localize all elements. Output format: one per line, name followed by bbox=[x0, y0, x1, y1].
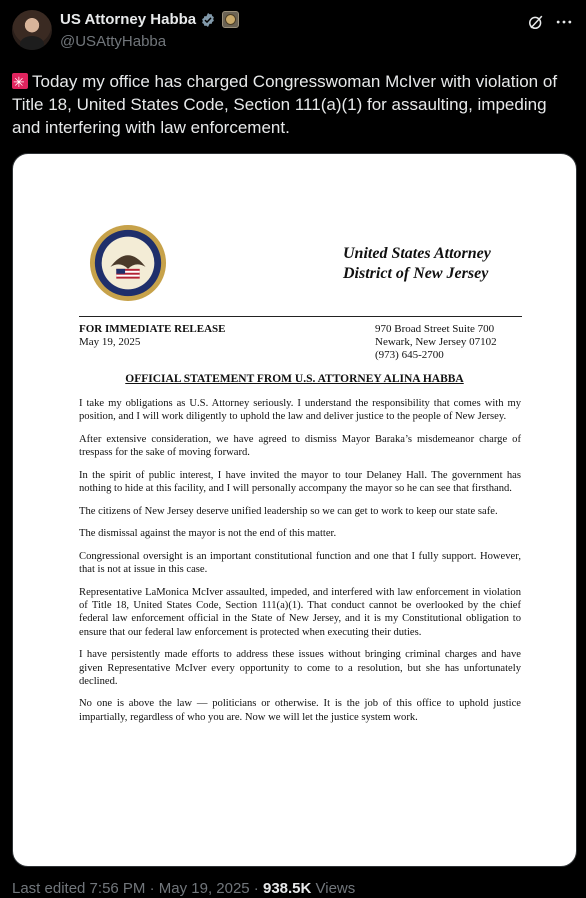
statement-paragraph: In the spirit of public interest, I have invited the mayor to tour Delaney Hall. The government has nothing to hide at this facility, and I will personally accompany the mayor so he can see that firsthand. bbox=[79, 469, 521, 495]
tweet-body: Today my office has charged Congresswoman McIver with violation of Title 18, United States Code, Section 111(a)(1) for assaulting, impeding and interfering with law enforcement. bbox=[12, 72, 558, 137]
statement-paragraph: Representative LaMonica McIver assaulted, impeded, and interfered with law enforcement in violation of Title 18, United States Code, Section 111(a)(1). That conduct cannot be overlooked by the chief federal law enforcement official in the State of New Jersey, and it is my Constitutional obligation to ensure that our federal law enforcement is protected when executing their duties. bbox=[79, 587, 521, 638]
edited-timestamp[interactable]: Last edited 7:56 PM · May 19, 2025 · bbox=[12, 880, 263, 897]
statement-body bbox=[79, 397, 521, 733]
office-address bbox=[375, 323, 497, 362]
release-label: FOR IMMEDIATE RELEASE bbox=[79, 323, 226, 335]
author-handle[interactable]: @USAttyHabba bbox=[60, 33, 167, 50]
press-release-document bbox=[13, 154, 576, 866]
more-options-icon[interactable] bbox=[554, 12, 574, 32]
grok-icon[interactable] bbox=[526, 12, 546, 32]
views-label: Views bbox=[311, 880, 356, 897]
tweet-media-image[interactable] bbox=[12, 153, 577, 867]
statement-heading: OFFICIAL STATEMENT FROM U.S. ATTORNEY ALINA HABBA bbox=[125, 373, 464, 385]
statement-paragraph: Congressional oversight is an important constitutional function and one that I fully support. However, that is not at issue in this case. bbox=[79, 551, 521, 576]
author-name-row bbox=[60, 11, 239, 28]
siren-emoji-icon bbox=[12, 73, 28, 89]
statement-paragraph: I have persistently made efforts to address these issues without bringing criminal charges and have given Representative McIver every opportunity to come to a resolution, but she has unfortunately declined. bbox=[79, 649, 521, 687]
statement-paragraph: The citizens of New Jersey deserve unified leadership so we can get to work to keep our state safe. bbox=[79, 505, 498, 517]
government-affiliate-badge-icon[interactable] bbox=[222, 11, 239, 28]
statement-paragraph: After extensive consideration, we have agreed to dismiss Mayor Baraka’s misdemeanor charge of trespass for the sake of moving forward. bbox=[79, 433, 521, 459]
statement-paragraph: The dismissal against the mayor is not the end of this matter. bbox=[79, 528, 337, 540]
office-title-line1: United States Attorney bbox=[343, 245, 491, 262]
tweet-text bbox=[12, 70, 574, 139]
office-title-line2: District of New Jersey bbox=[343, 265, 489, 282]
address-line1: 970 Broad Street Suite 700 bbox=[375, 323, 495, 335]
doj-seal-icon bbox=[89, 224, 167, 302]
avatar[interactable] bbox=[12, 10, 52, 50]
tweet-meta bbox=[12, 880, 355, 897]
office-phone: (973) 645-2700 bbox=[375, 349, 444, 361]
views-count: 938.5K bbox=[262, 880, 312, 897]
tweet-header bbox=[12, 10, 574, 58]
release-date: May 19, 2025 bbox=[79, 336, 141, 348]
address-line2: Newark, New Jersey 07102 bbox=[375, 336, 497, 348]
verified-badge-icon[interactable] bbox=[200, 12, 216, 28]
office-title bbox=[343, 244, 491, 284]
author-display-name[interactable]: US Attorney Habba bbox=[60, 11, 197, 28]
statement-paragraph: No one is above the law — politicians or otherwise. It is the job of this office to uphold justice impartially, regardless of who you are. Now we will let the justice system work. bbox=[79, 698, 521, 723]
release-info bbox=[79, 323, 225, 349]
statement-paragraph: I take my obligations as U.S. Attorney seriously. I understand the responsibility that comes with my position, and I will work diligently to uphold the law and deliver justice to the people of New Jersey. bbox=[79, 398, 521, 423]
header-rule bbox=[79, 316, 522, 317]
